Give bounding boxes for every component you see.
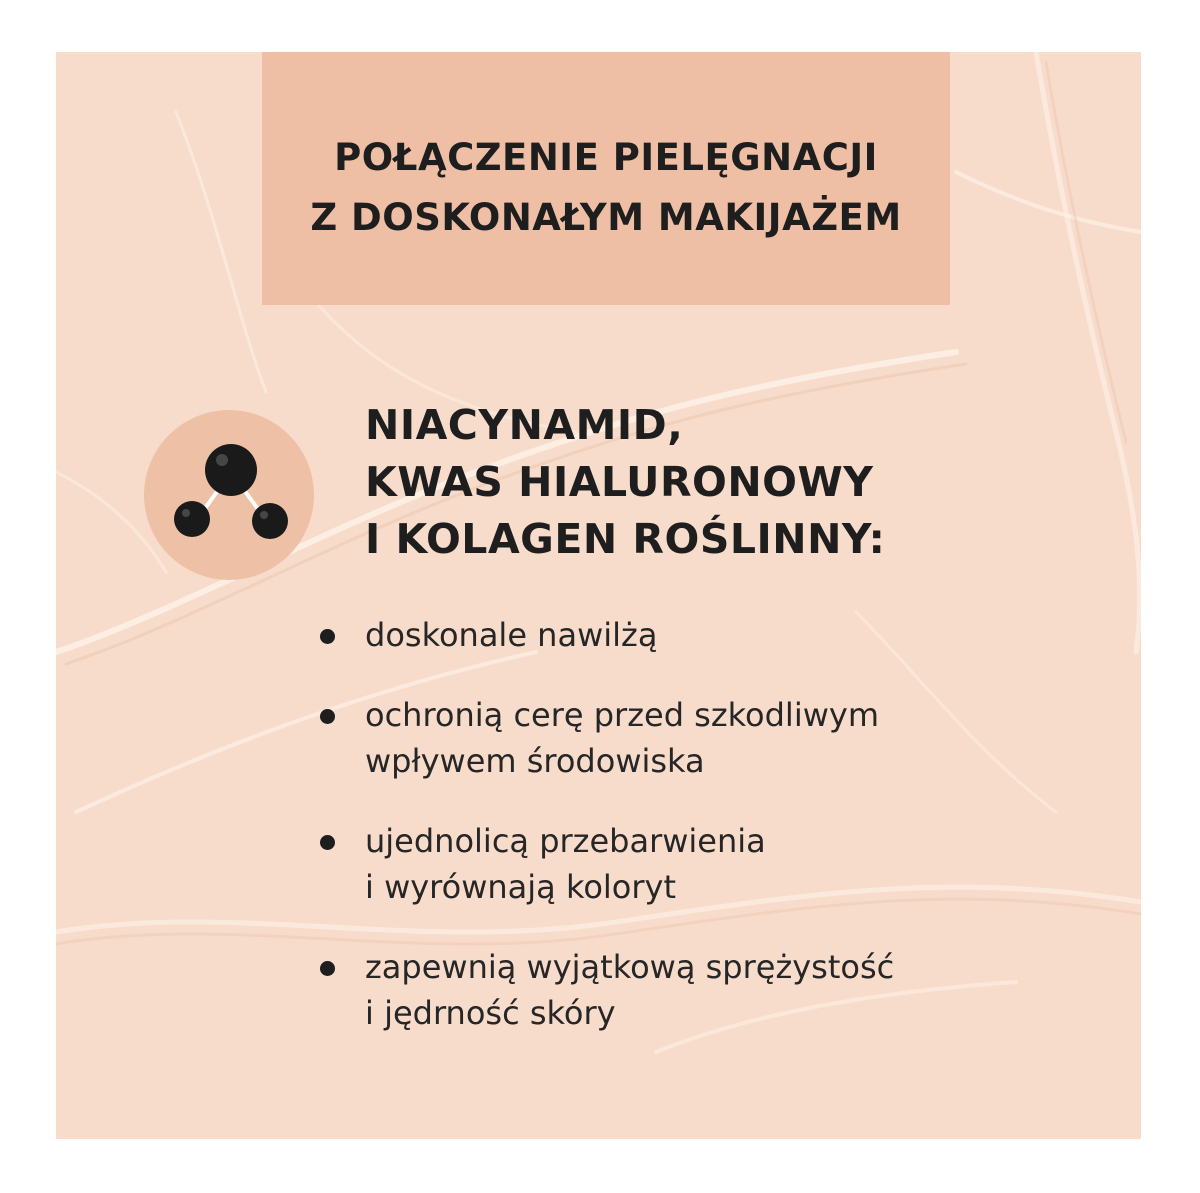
benefit-item [318,612,1118,658]
benefit-item [318,944,1118,1036]
benefit-item [318,692,1118,784]
bullet-icon [320,629,335,644]
ingredients-line-3: I KOLAGEN ROŚLINNY: [365,515,886,563]
bullet-icon [320,835,335,850]
benefit-line-1: ujednolicą przebarwienia [365,822,766,860]
bullet-icon [320,961,335,976]
benefits-list [318,612,1118,1070]
molecule-icon [144,410,314,580]
ingredients-line-2: KWAS HIALURONOWY [365,458,874,506]
benefit-line-2: wpływem środowiska [365,742,705,780]
ingredients-heading [365,397,885,568]
benefit-text [365,944,1118,1036]
header-title-line-2: Z DOSKONAŁYM MAKIJAŻEM [310,196,902,239]
benefit-text [365,692,1118,784]
benefit-text [365,818,1118,910]
benefit-item [318,818,1118,910]
benefit-text [365,612,1118,658]
benefit-line-1: ochronią cerę przed szkodliwym [365,696,879,734]
benefit-line-2: i jędrność skóry [365,994,616,1032]
bullet-icon [320,709,335,724]
header-title-line-1: POŁĄCZENIE PIELĘGNACJI [334,136,878,179]
ingredients-line-1: NIACYNAMID, [365,401,684,449]
header-title [262,128,950,248]
benefit-line-1: zapewnią wyjątkową sprężystość [365,948,895,986]
benefit-line-2: i wyrównają koloryt [365,868,677,906]
benefit-line-1: doskonale nawilżą [365,616,658,654]
